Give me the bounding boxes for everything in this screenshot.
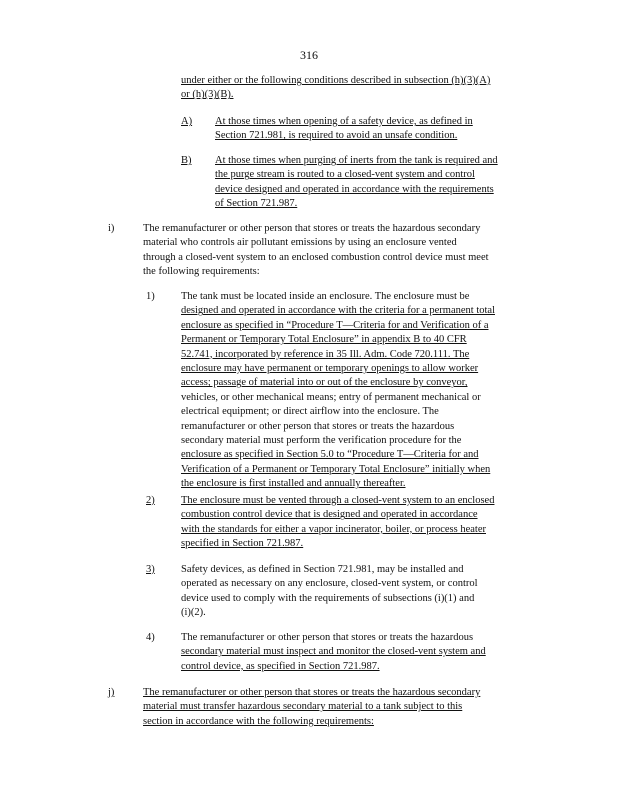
text-line: material must transfer hazardous secondary material to a tank subject to this bbox=[143, 701, 463, 713]
text-line: access; passage of material into or out of the enclosure by conveyor, bbox=[181, 377, 468, 389]
text-line: The remanufacturer or other person that stores or treats the hazardous secondary bbox=[143, 223, 481, 234]
item-label-A: A) bbox=[181, 116, 193, 127]
text-line: secondary material must perform the verification procedure for the bbox=[181, 435, 462, 447]
text-line: electrical equipment; or direct airflow into the enclosure. The bbox=[181, 406, 439, 418]
item-1-text bbox=[181, 290, 541, 492]
text-line: Verification of a Permanent or Temporary Total Enclosure” initially when bbox=[181, 463, 491, 475]
text-line: enclosure as specified in “Procedure T—Criteria for and Verification of a bbox=[181, 319, 489, 331]
text-line: under either or the following conditions described in subsection (h)(3)(A) bbox=[181, 75, 491, 86]
text-line: device designed and operated in accordance with the requirements bbox=[215, 183, 494, 195]
section-j-label: j) bbox=[108, 687, 115, 698]
text-line: Safety devices, as defined in Section 721.981, may be installed and bbox=[181, 564, 464, 575]
page-number: 316 bbox=[300, 48, 318, 62]
text-line: enclosure as specified in Section 5.0 to “Procedure T—Criteria for and bbox=[181, 449, 479, 461]
item-label-4: 4) bbox=[146, 632, 155, 643]
text-line: The remanufacturer or other person that stores or treats the hazardous secondary bbox=[143, 687, 481, 698]
item-label-B: B) bbox=[181, 155, 192, 166]
item-A-text bbox=[215, 115, 545, 144]
item-label-2: 2) bbox=[146, 495, 155, 506]
text-line: of Section 721.987. bbox=[215, 198, 298, 210]
section-j-text bbox=[143, 686, 543, 729]
text-line: secondary material must inspect and monitor the closed-vent system and bbox=[181, 646, 486, 658]
text-line: material who controls air pollutant emissions by using an enclosure vented bbox=[143, 237, 457, 249]
text-line: enclosure may have permanent or temporary openings to allow worker bbox=[181, 363, 479, 375]
section-i-label: i) bbox=[108, 223, 115, 234]
text-line: At those times when opening of a safety device, as defined in bbox=[215, 116, 473, 127]
text-line: the enclosure is first installed and annually thereafter. bbox=[181, 478, 406, 490]
text-line: The enclosure must be vented through a closed-vent system to an enclosed bbox=[181, 495, 495, 506]
text-line: specified in Section 721.987. bbox=[181, 538, 304, 550]
section-i-intro bbox=[143, 222, 543, 280]
text-line: (i)(2). bbox=[181, 607, 206, 619]
text-line: through a closed-vent system to an enclosed combustion control device must meet bbox=[143, 251, 489, 263]
item-label-1: 1) bbox=[146, 291, 155, 302]
text-line: At those times when purging of inerts from the tank is required and bbox=[215, 155, 498, 166]
text-line: designed and operated in accordance with the criteria for a permanent total bbox=[181, 305, 495, 317]
text-line: the purge stream is routed to a closed-vent system and control bbox=[215, 169, 475, 181]
item-B-text bbox=[215, 154, 545, 212]
text-line: combustion control device that is designed and operated in accordance bbox=[181, 509, 478, 521]
item-label-3: 3) bbox=[146, 564, 155, 575]
text-line: control device, as specified in Section 721.987. bbox=[181, 660, 380, 672]
text-line: the following requirements: bbox=[143, 266, 260, 278]
text-line: The tank must be located inside an enclosure. The enclosure must be bbox=[181, 291, 470, 302]
item-2-text bbox=[181, 494, 541, 552]
text-line: remanufacturer or other person that stores or treats the hazardous bbox=[181, 420, 455, 432]
text-line: or (h)(3)(B). bbox=[181, 89, 234, 101]
text-line: operated as necessary on any enclosure, closed-vent system, or control bbox=[181, 578, 478, 590]
text-line: 52.741, incorporated by reference in 35 Ill. Adm. Code 720.111. The bbox=[181, 348, 470, 360]
text-line: Permanent or Temporary Total Enclosure” in appendix B to 40 CFR bbox=[181, 334, 467, 346]
text-line: with the standards for either a vapor incinerator, boiler, or process heater bbox=[181, 523, 486, 535]
text-line: device used to comply with the requirements of subsections (i)(1) and bbox=[181, 592, 475, 604]
item-4-text bbox=[181, 631, 541, 674]
continuation-paragraph bbox=[181, 74, 541, 103]
text-line: vehicles, or other mechanical means; entry of permanent mechanical or bbox=[181, 391, 481, 403]
text-line: section in accordance with the following requirements: bbox=[143, 715, 374, 727]
text-line: Section 721.981, is required to avoid an unsafe condition. bbox=[215, 130, 458, 142]
item-3-text bbox=[181, 563, 541, 621]
text-line: The remanufacturer or other person that stores or treats the hazardous bbox=[181, 632, 474, 643]
